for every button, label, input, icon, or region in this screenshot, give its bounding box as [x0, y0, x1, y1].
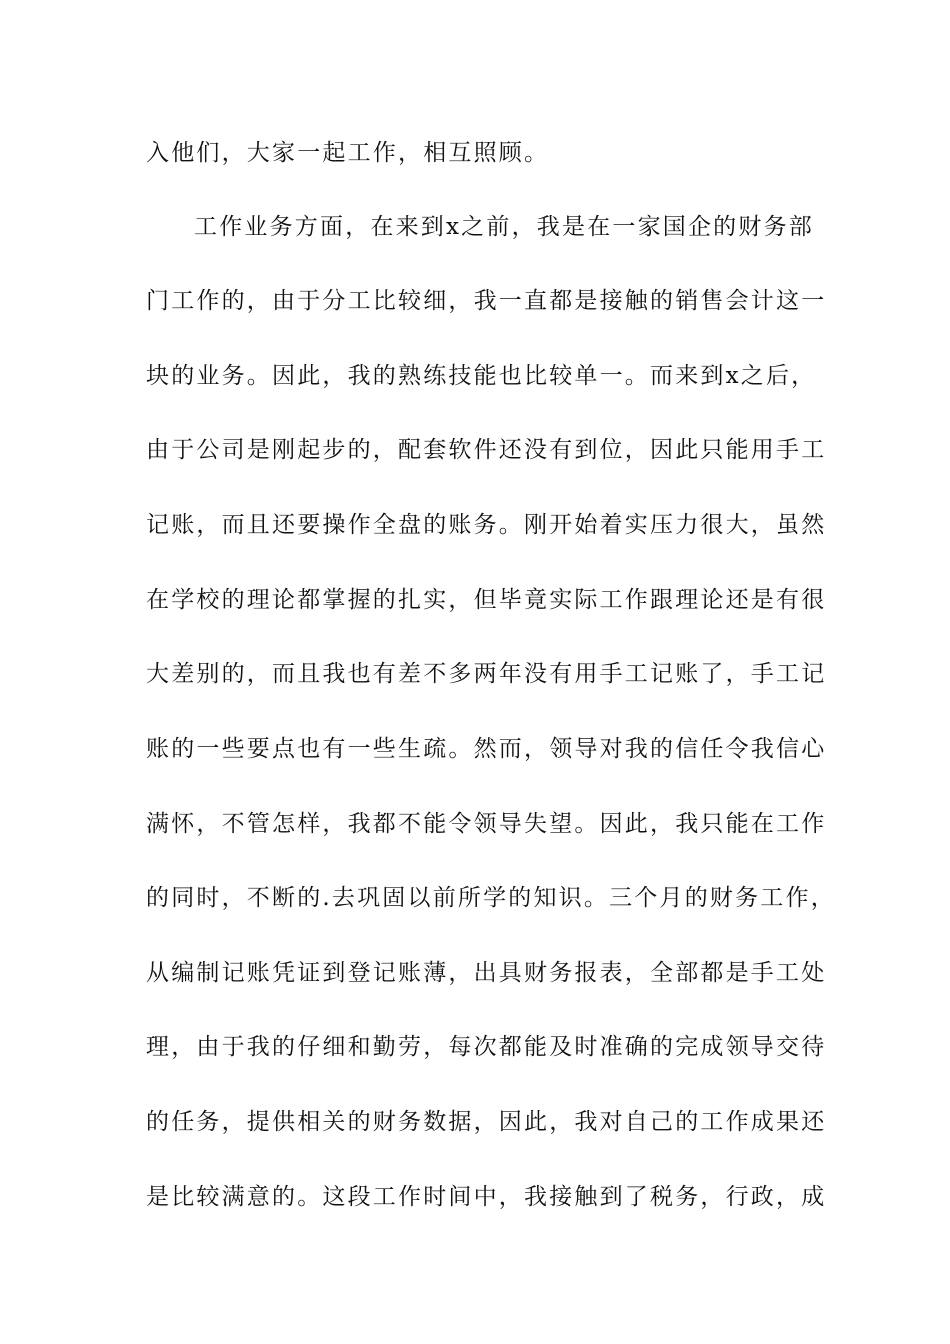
text-line: 记账，而且还要操作全盘的账务。刚开始着实压力很大，虽然 [146, 512, 827, 538]
text-line: 理，由于我的仔细和勤劳，每次都能及时准确的完成领导交待 [146, 1034, 827, 1060]
text-line: 大差别的，而且我也有差不多两年没有用手工记账了，手工记 [146, 661, 827, 687]
text-line: 满怀，不管怎样，我都不能令领导失望。因此，我只能在工作 [146, 811, 827, 837]
text-line: 门工作的，由于分工比较细，我一直都是接触的销售会计这一 [146, 288, 827, 314]
text-line: 由于公司是刚起步的，配套软件还没有到位，因此只能用手工 [146, 437, 827, 463]
text-line: 从编制记账凭证到登记账薄，出具财务报表，全部都是手工处 [146, 960, 827, 986]
text-line: 是比较满意的。这段工作时间中，我接触到了税务，行政，成 [146, 1184, 827, 1210]
paragraph-first-line: 工作业务方面，在来到x之前，我是在一家国企的财务部 [194, 214, 814, 240]
text-line: 账的一些要点也有一些生疏。然而，领导对我的信任令我信心 [146, 736, 827, 762]
text-line: 的同时，不断的.去巩固以前所学的知识。三个月的财务工作， [146, 885, 836, 911]
text-line: 入他们，大家一起工作，相互照顾。 [146, 140, 550, 166]
text-line: 块的业务。因此，我的熟练技能也比较单一。而来到x之后， [146, 363, 817, 389]
text-line: 在学校的理论都掌握的扎实，但毕竟实际工作跟理论还是有很 [146, 587, 827, 613]
text-line: 的任务，提供相关的财务数据，因此，我对自己的工作成果还 [146, 1109, 827, 1135]
